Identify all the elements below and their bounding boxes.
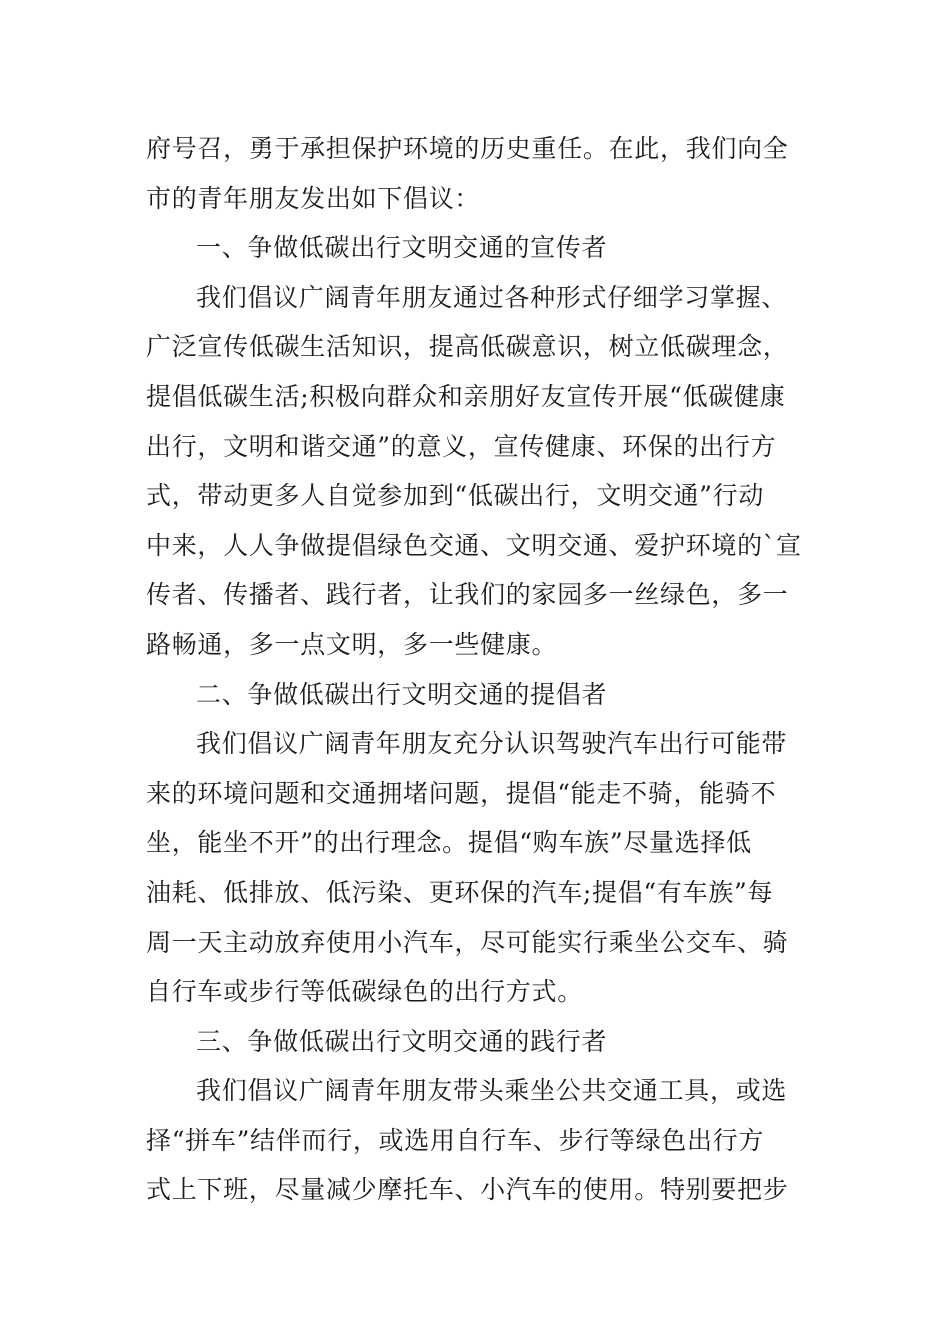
text-line: 式，带动更多人自觉参加到“低碳出行，文明交通”行动 bbox=[146, 481, 765, 511]
text-line: 油耗、低排放、低污染、更环保的汽车;提倡“有车族”每 bbox=[146, 877, 774, 907]
text-line: 广泛宣传低碳生活知识，提高低碳意识，树立低碳理念， bbox=[146, 332, 789, 362]
text-line: 出行，文明和谐交通”的意义，宣传健康、环保的出行方 bbox=[146, 431, 777, 461]
text-line: 传者、传播者、践行者，让我们的家园多一丝绿色，多一 bbox=[146, 580, 789, 610]
text-line: 来的环境问题和交通拥堵问题，提倡“能走不骑，能骑不 bbox=[146, 778, 777, 808]
text-line: 市的青年朋友发出如下倡议： bbox=[146, 183, 481, 213]
text-line: 我们倡议广阔青年朋友带头乘坐公共交通工具，或选 bbox=[196, 1076, 788, 1106]
section-heading: 三、争做低碳出行文明交通的践行者 bbox=[196, 1026, 608, 1056]
text-line: 路畅通，多一点文明，多一些健康。 bbox=[146, 629, 558, 659]
text-line: 自行车或步行等低碳绿色的出行方式。 bbox=[146, 977, 583, 1007]
text-line: 周一天主动放弃使用小汽车，尽可能实行乘坐公交车、骑 bbox=[146, 927, 789, 957]
text-line: 府号召，勇于承担保护环境的历史重任。在此，我们向全 bbox=[146, 134, 789, 163]
text-line: 我们倡议广阔青年朋友充分认识驾驶汽车出行可能带 bbox=[196, 729, 788, 759]
section-heading: 一、争做低碳出行文明交通的宣传者 bbox=[196, 233, 608, 263]
text-line: 择“拼车”结伴而行，或选用自行车、步行等绿色出行方 bbox=[146, 1125, 765, 1155]
text-line: 式上下班，尽量减少摩托车、小汽车的使用。特别要把步 bbox=[146, 1175, 789, 1205]
text-line: 提倡低碳生活;积极向群众和亲朋好友宣传开展“低碳健康 bbox=[146, 381, 786, 411]
document-body bbox=[146, 124, 806, 1215]
text-line: 中来，人人争做提倡绿色交通、文明交通、爱护环境的`宣 bbox=[146, 530, 802, 560]
section-heading: 二、争做低碳出行文明交通的提倡者 bbox=[196, 679, 608, 709]
text-line: 我们倡议广阔青年朋友通过各种形式仔细学习掌握、 bbox=[196, 282, 788, 312]
text-line: 坐，能坐不开”的出行理念。提倡“购车族”尽量选择低 bbox=[146, 828, 752, 858]
